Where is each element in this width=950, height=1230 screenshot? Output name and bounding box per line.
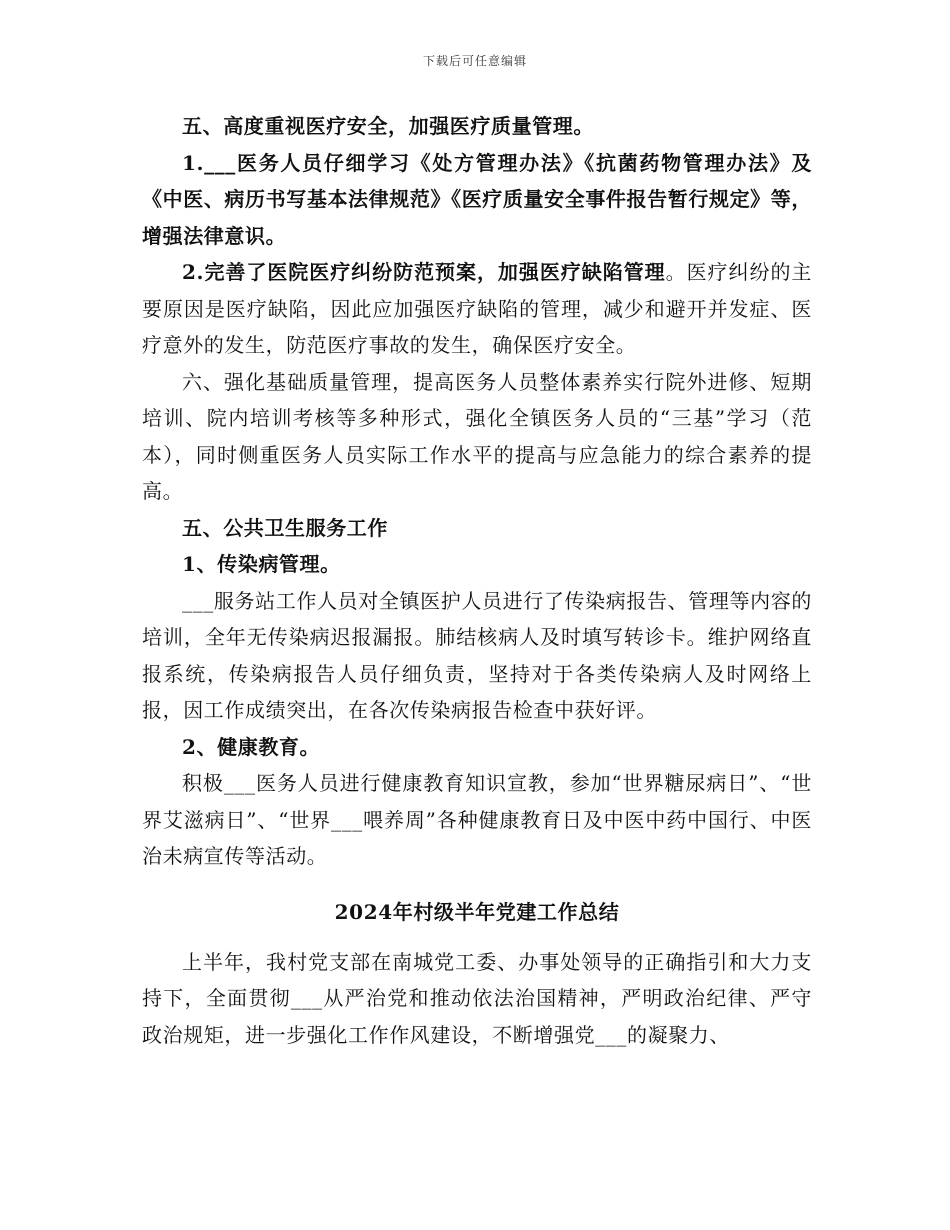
paragraph: 积极___医务人员进行健康教育知识宣教，参加“世界糖尿病日”、“世界艾滋病日”、“世界___喂养周”各种健康教育日及中医中药中国行、中医治未病宣传等活动。 (142, 771, 812, 868)
subheading: 2、健康教育。 (182, 734, 321, 759)
section-heading: 五、公共卫生服务工作 (182, 515, 388, 540)
page-header: 下载后可任意编辑 (422, 54, 527, 68)
paragraph: 六、强化基础质量管理，提高医务人员整体素养实行院外进修、短期培训、院内培训考核等多种形式，强化全镇医务人员的“三基”学习（范本），同时侧重医务人员实际工作水平的提高与应急能力的综合素养的提高。 (142, 369, 812, 503)
section-heading: 五、高度重视医疗安全，加强医疗质量管理。 (182, 114, 594, 138)
paragraph-lead: 2.完善了医院医疗纠纷防范预案，加强医疗缺陷管理 (182, 260, 666, 284)
document-body (142, 108, 812, 1053)
paragraph-text: 。医疗纠纷的主要原因是医疗缺陷，因此应加强医疗缺陷的管理，减少和避开并发症、医疗意外的发生，防范医疗事故的发生，确保医疗安全。 (142, 260, 813, 357)
paragraph (142, 254, 812, 364)
paragraph: ___服务站工作人员对全镇医护人员进行了传染病报告、管理等内容的培训，全年无传染病迟报漏报。肺结核病人及时填写转诊卡。维护网络直报系统，传染病报告人员仔细负责，坚持对于各类传染病人及时网络上报，因工作成绩突出，在各次传染病报告检查中获好评。 (142, 588, 812, 722)
paragraph: 1.___医务人员仔细学习《处方管理办法》《抗菌药物管理办法》及《中医、病历书写基本法律规范》《医疗质量安全事件报告暂行规定》等，增强法律意识。 (142, 150, 812, 248)
subheading: 1、传染病管理。 (182, 552, 341, 576)
paragraph: 上半年，我村党支部在南城党工委、办事处领导的正确指引和大力支持下，全面贯彻___从严治党和推动依法治国精神，严明政治纪律、严守政治规矩，进一步强化工作作风建设，不断增强党___的凝聚力、 (142, 949, 812, 1047)
document-title: 2024年村级半年党建工作总结 (334, 899, 620, 924)
